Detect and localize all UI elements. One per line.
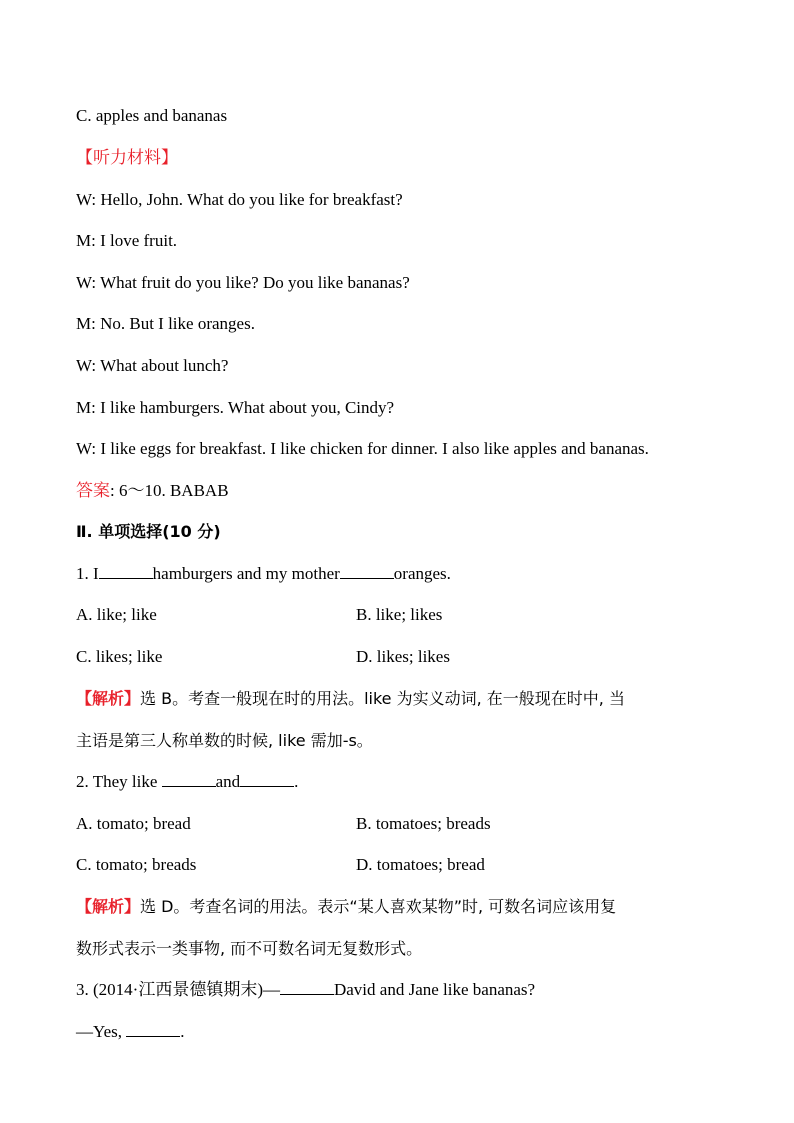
answer-blank <box>280 980 334 995</box>
dialogue-line: M: No. But I like oranges. <box>76 314 255 333</box>
answer-line <box>76 480 229 502</box>
analysis-1-line-2: 主语是第三人称单数的时候, like 需加-s。 <box>76 731 373 750</box>
dialogue-line: W: I like eggs for breakfast. I like chicken for dinner. I also like apples and bananas. <box>76 439 649 458</box>
question-3-stem: 3. (2014·江西景德镇期末)— David and Jane like bananas? <box>76 980 536 999</box>
answer-text: : 6～10. BABAB <box>110 481 229 500</box>
question-1-stem: 1. I hamburgers and my mother oranges. <box>76 564 451 583</box>
question-3-reply: —Yes, . <box>76 1022 185 1041</box>
option-a: A. like; like <box>76 605 157 624</box>
answer-blank <box>99 564 153 579</box>
dialogue-line: W: What about lunch? <box>76 356 229 375</box>
analysis-2-line-2: 数形式表示一类事物, 而不可数名词无复数形式。 <box>76 939 423 958</box>
dialogue-line: W: Hello, John. What do you like for breakfast? <box>76 190 403 209</box>
answer-blank <box>126 1022 180 1037</box>
dialogue-line: M: I love fruit. <box>76 231 178 250</box>
question-2-stem: 2. They like and . <box>76 772 299 791</box>
listening-option-c: C. apples and bananas <box>76 106 228 125</box>
option-b: B. tomatoes; breads <box>356 814 491 833</box>
analysis-label: 【解析】 <box>76 897 141 916</box>
option-a: A. tomato; bread <box>76 814 191 833</box>
option-c: C. tomato; breads <box>76 855 197 874</box>
answer-label: 答案 <box>76 481 110 501</box>
answer-blank <box>162 772 216 787</box>
analysis-label: 【解析】 <box>76 689 141 708</box>
option-c: C. likes; like <box>76 647 163 666</box>
answer-blank <box>240 772 294 787</box>
section-title: Ⅱ. 单项选择(10 分) <box>76 522 221 541</box>
dialogue-line: W: What fruit do you like? Do you like bananas? <box>76 273 410 292</box>
option-d: D. likes; likes <box>356 647 450 666</box>
dialogue-line: M: I like hamburgers. What about you, Cindy? <box>76 398 395 417</box>
option-d: D. tomatoes; bread <box>356 855 485 874</box>
answer-blank <box>340 564 394 579</box>
listening-material-heading: 【听力材料】 <box>76 148 178 168</box>
analysis-1-line-1: 【解析】选 B。考查一般现在时的用法。like 为实义动词, 在一般现在时中, 当 <box>76 689 625 708</box>
option-b: B. like; likes <box>356 605 443 624</box>
analysis-2-line-1: 【解析】选 D。考查名词的用法。表示“某人喜欢某物”时, 可数名词应该用复 <box>76 897 617 916</box>
